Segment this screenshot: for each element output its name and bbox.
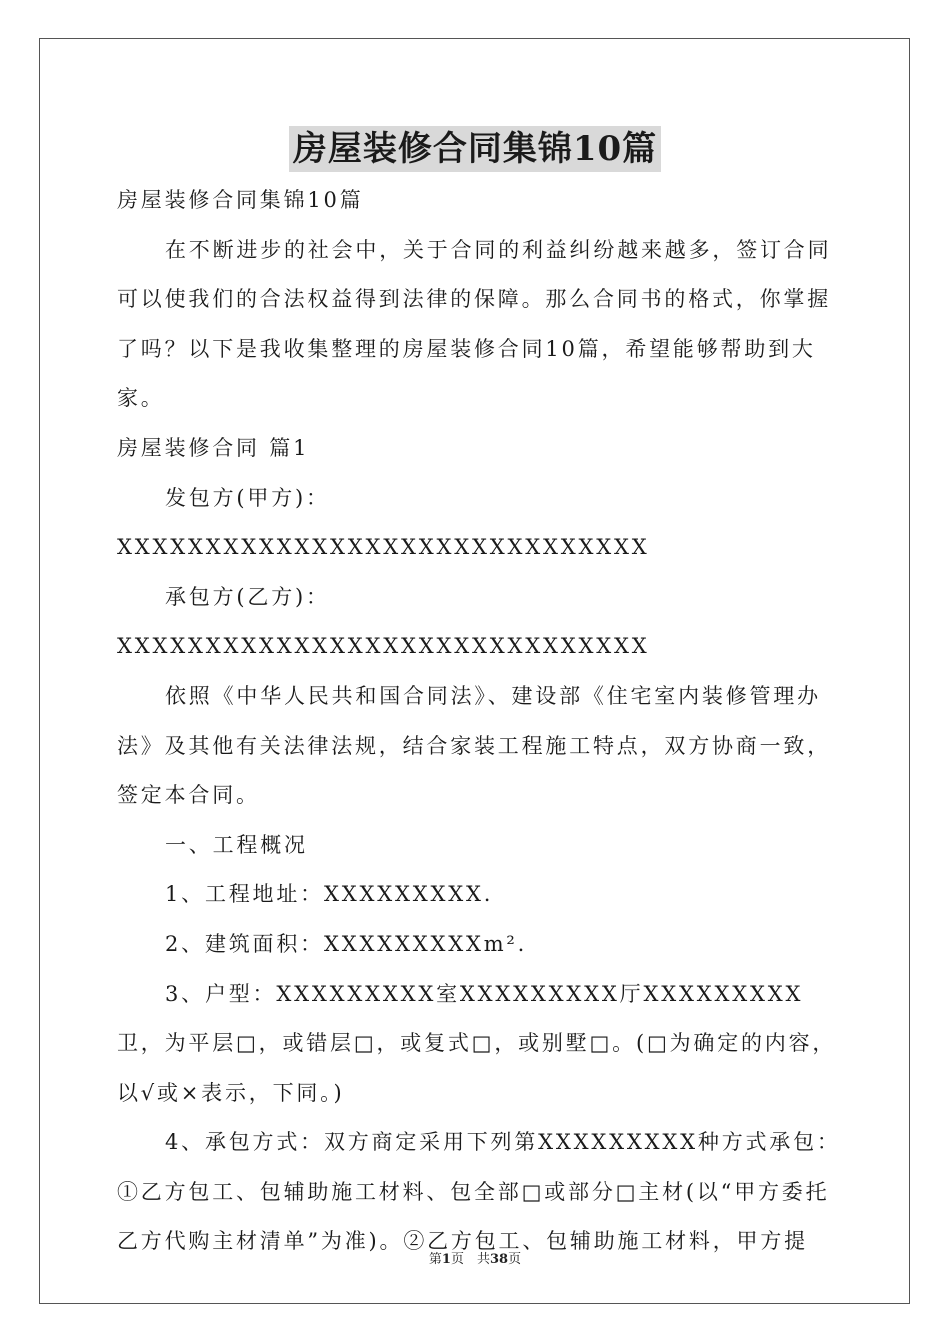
title-container [0,126,950,172]
document-body [117,176,841,1267]
page-footer [0,1248,950,1267]
document-title: 房屋装修合同集锦10篇 [289,126,661,172]
current-page-number: 1 [441,1252,451,1267]
clause-item: 2、建筑面积：XXXXXXXXXm². [165,931,528,956]
clause-heading: 一、工程概况 [165,832,308,857]
clause-item: 3、户型：XXXXXXXXX室XXXXXXXXX厅XXXXXXXXX卫，为平层□，或错层□，或复式□，或别墅□。(□为确定的内容，以√或×表示，下同。) [117,981,837,1105]
total-pages-number: 38 [489,1252,509,1267]
subtitle-paragraph: 房屋装修合同集锦10篇 [117,188,364,212]
clause-item: 1、工程地址：XXXXXXXXX. [165,882,494,907]
party-a-line: 发包方(甲方)：XXXXXXXXXXXXXXXXXXXXXXXXXXXXXX [117,485,650,560]
footer-suffix: 页 [508,1252,522,1267]
clause-item: 4、承包方式：双方商定采用下列第XXXXXXXXX种方式承包：①乙方包工、包辅助施工材料、包全部□或部分□主材(以“甲方委托乙方代购主材清单”为准)。②乙方包工、包辅助施工材料，甲方提 [117,1130,841,1254]
footer-prefix: 第 [428,1252,442,1267]
intro-paragraph: 在不断进步的社会中，关于合同的利益纠纷越来越多，签订合同可以使我们的合法权益得到法律的保障。那么合同书的格式，你掌握了吗？以下是我收集整理的房屋装修合同10篇，希望能够帮助到大家。 [117,237,832,411]
section-heading: 房屋装修合同 篇1 [117,435,310,460]
party-b-line: 承包方(乙方)：XXXXXXXXXXXXXXXXXXXXXXXXXXXXXX [117,584,650,659]
footer-mid: 页 共 [450,1252,490,1267]
legal-basis-paragraph: 依照《中华人民共和国合同法》、建设部《住宅室内装修管理办法》及其他有关法律法规，结合家装工程施工特点，双方协商一致，签定本合同。 [117,683,831,808]
